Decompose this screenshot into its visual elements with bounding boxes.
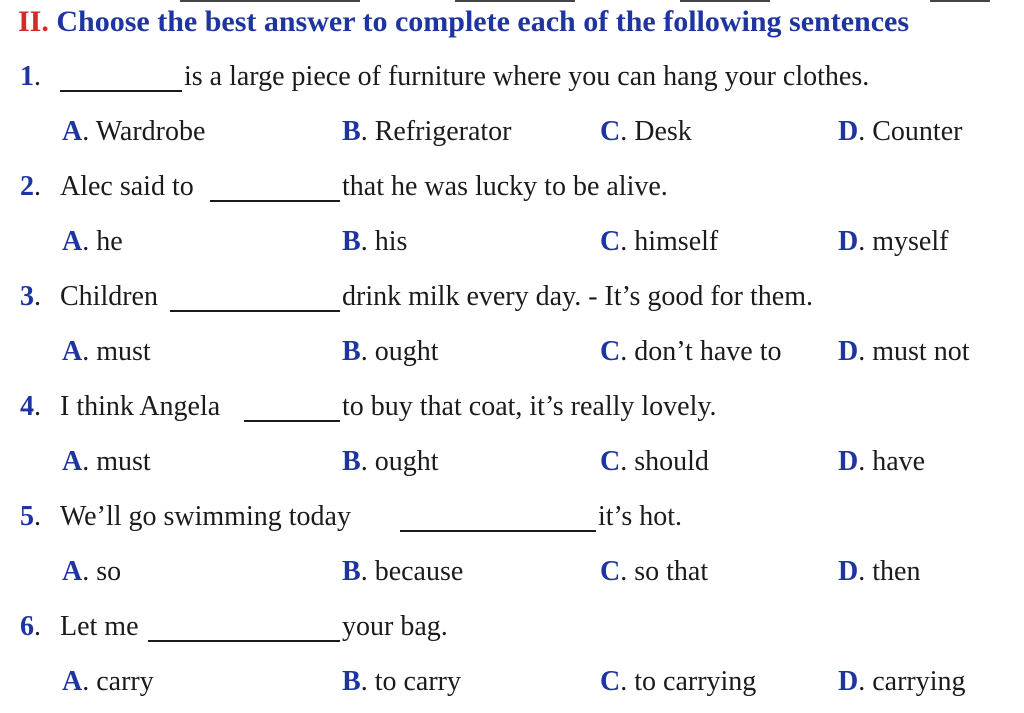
option-b: B. ought [342, 446, 439, 477]
option-d: D. have [838, 446, 926, 477]
option-a: A. so [62, 556, 122, 587]
option-c: C. himself [600, 226, 719, 257]
question-text-before: Alec said to [60, 171, 194, 202]
section-heading [18, 4, 909, 40]
question-text-after: that he was lucky to be alive. [342, 171, 668, 202]
option-a: A. he [62, 226, 123, 257]
option-b: B. his [342, 226, 408, 257]
option-c: C. so that [600, 556, 709, 587]
question-text-after: drink milk every day. - It’s good for them. [342, 281, 813, 312]
option-a: A. carry [62, 666, 154, 697]
option-c: C. should [600, 446, 709, 477]
option-d: D. carrying [838, 666, 966, 697]
section-instructions: Choose the best answer to complete each of the following sentences [56, 5, 910, 38]
question-5 [20, 497, 1010, 537]
option-b: B. to carry [342, 666, 461, 697]
answer-blank [148, 640, 340, 642]
option-b: B. Refrigerator [342, 116, 512, 147]
question-number: 5. [20, 501, 41, 532]
answer-blank [60, 90, 182, 92]
question-6 [20, 607, 1010, 647]
question-text: is a large piece of furniture where you can hang your clothes. [184, 61, 870, 92]
question-text-before: We’ll go swimming today [60, 501, 351, 532]
question-number: 6. [20, 611, 41, 642]
option-c: C. to carrying [600, 666, 757, 697]
option-a: A. Wardrobe [62, 116, 206, 147]
option-a: A. must [62, 446, 151, 477]
question-text-after: it’s hot. [598, 501, 683, 532]
question-text-before: I think Angela [60, 391, 221, 422]
option-d: D. must not [838, 336, 970, 367]
question-text-after: your bag. [342, 611, 448, 642]
answer-blank [210, 200, 340, 202]
section-number: II. [18, 5, 49, 38]
answer-blank [400, 530, 596, 532]
question-3 [20, 277, 1010, 317]
question-1 [20, 57, 1010, 97]
option-d: D. then [838, 556, 921, 587]
option-a: A. must [62, 336, 151, 367]
option-b: B. ought [342, 336, 439, 367]
option-c: C. don’t have to [600, 336, 782, 367]
question-number: 1. [20, 61, 41, 92]
question-text-before: Children [60, 281, 158, 312]
question-text-before: Let me [60, 611, 139, 642]
option-d: D. Counter [838, 116, 963, 147]
option-c: C. Desk [600, 116, 692, 147]
question-text-after: to buy that coat, it’s really lovely. [342, 391, 717, 422]
question-2 [20, 167, 1010, 207]
question-4 [20, 387, 1010, 427]
option-b: B. because [342, 556, 464, 587]
answer-blank [244, 420, 340, 422]
option-d: D. myself [838, 226, 949, 257]
answer-blank [170, 310, 340, 312]
cropped-previous-line [0, 0, 1024, 3]
question-number: 4. [20, 391, 41, 422]
question-number: 2. [20, 171, 41, 202]
question-number: 3. [20, 281, 41, 312]
